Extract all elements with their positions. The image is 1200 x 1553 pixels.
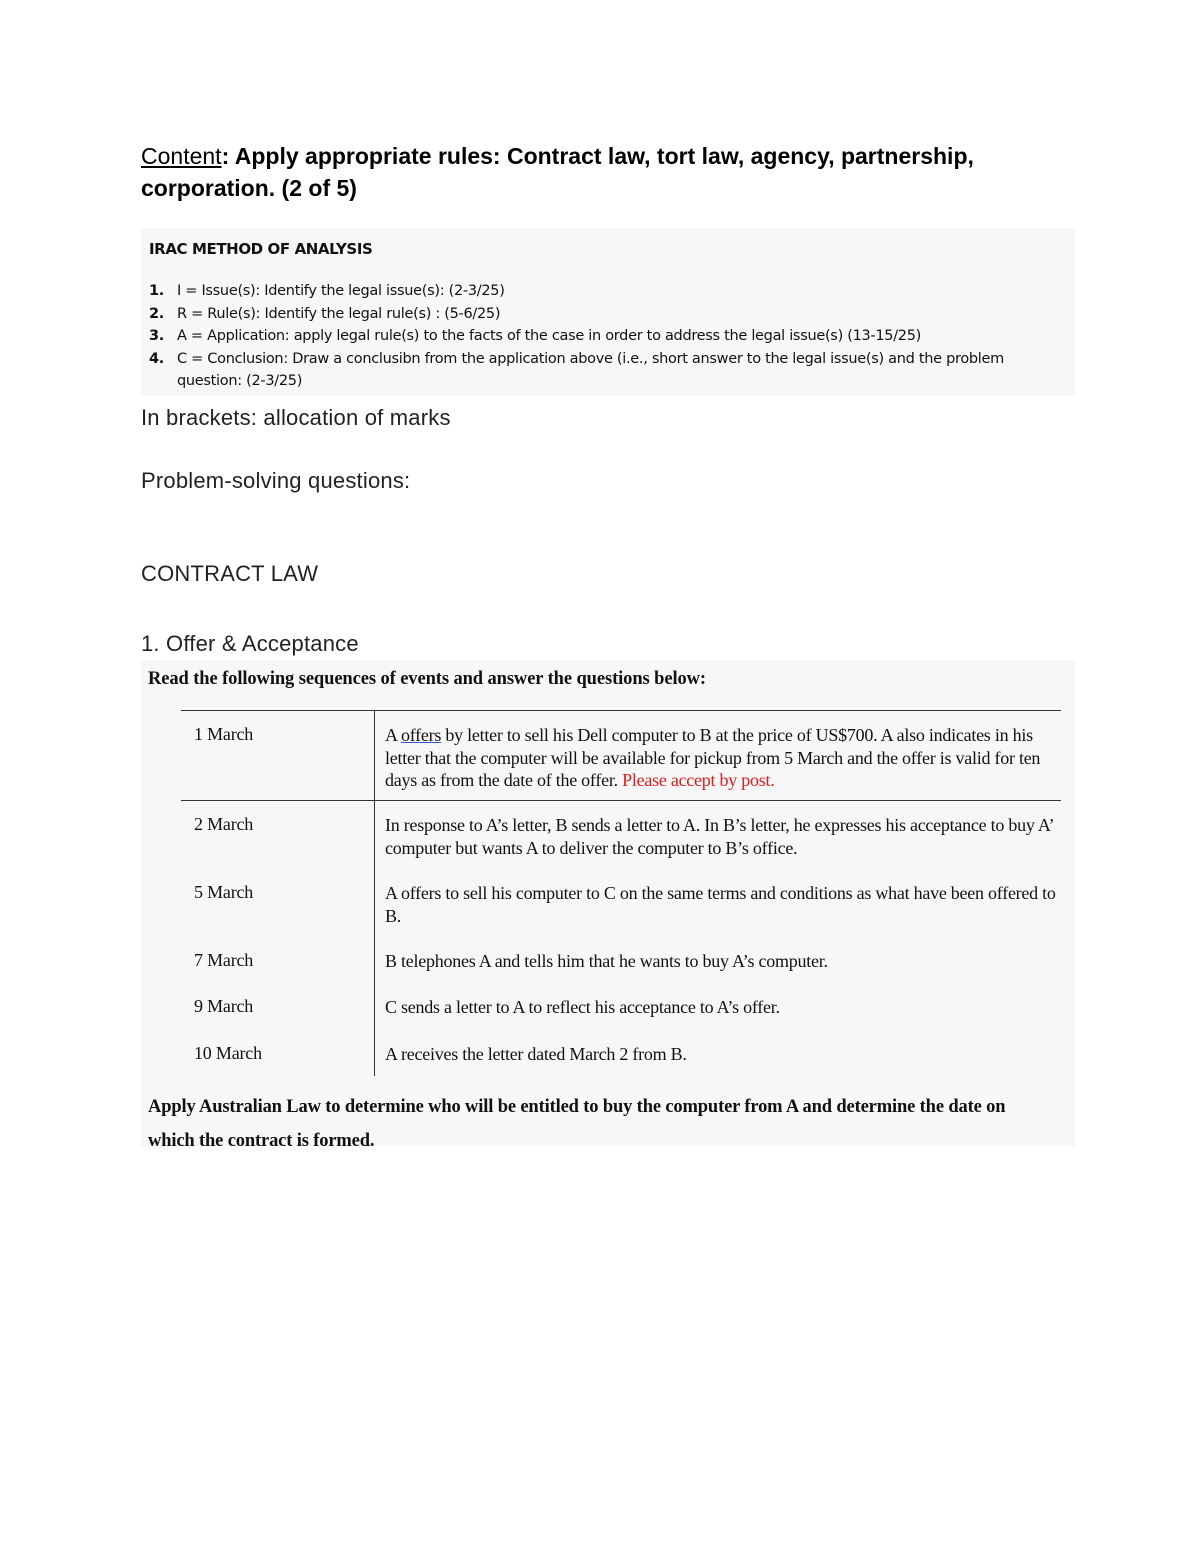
irac-item-text: C = Conclusion: Draw a conclusibn from the application above (i.e., short answer to the legal issue(s) and the problem question: (2-3/25) bbox=[177, 350, 1004, 389]
event-text-underlined: offers bbox=[401, 725, 442, 745]
section-title: CONTRACT LAW bbox=[141, 561, 319, 586]
event-date: 1 March bbox=[194, 724, 254, 744]
irac-item-text: I = Issue(s): Identify the legal issue(s): (2-3/25) bbox=[177, 283, 505, 299]
event-text: B telephones A and tells him that he wants to buy A’s computer. bbox=[385, 951, 828, 971]
task-box bbox=[141, 660, 1075, 1151]
event-text: In response to A’s letter, B sends a letter to A. In B’s letter, he expresses his acceptance to buy A’ computer but wants A to deliver the computer to B’s office. bbox=[385, 815, 1054, 858]
irac-item-text: A = Application: apply legal rule(s) to the facts of the case in order to address the legal issue(s) (13-15/25) bbox=[177, 328, 922, 344]
table-row-rule bbox=[181, 800, 1061, 801]
table-column-rule bbox=[374, 710, 375, 1076]
heading-line-1 bbox=[141, 140, 1041, 172]
irac-item-text: R = Rule(s): Identify the legal rule(s) : (5-6/25) bbox=[177, 305, 501, 322]
event-text: C sends a letter to A to reflect his acceptance to A’s offer. bbox=[385, 997, 780, 1017]
task-question: Apply Australian Law to determine who will be entitled to buy the computer from A and determine the date on which the contract is formed. bbox=[148, 1097, 1006, 1151]
irac-title: IRAC METHOD OF ANALYSIS bbox=[149, 240, 373, 258]
event-text-part: A bbox=[385, 725, 402, 745]
irac-item bbox=[149, 280, 1067, 303]
page-heading bbox=[141, 140, 1041, 204]
event-date: 7 March bbox=[194, 950, 254, 970]
event-date: 5 March bbox=[194, 882, 254, 902]
task-intro: Read the following sequences of events and answer the questions below: bbox=[148, 669, 706, 689]
irac-box bbox=[141, 228, 1075, 396]
irac-list bbox=[149, 280, 1067, 393]
event-text: A receives the letter dated March 2 from B. bbox=[385, 1044, 687, 1064]
heading-label: Content bbox=[141, 143, 222, 169]
irac-item bbox=[149, 325, 1067, 348]
problem-label: Problem-solving questions: bbox=[141, 468, 411, 493]
event-text-highlight: Please accept by post. bbox=[622, 770, 775, 790]
table-top-rule bbox=[181, 710, 1061, 711]
event-date: 9 March bbox=[194, 996, 254, 1016]
marks-note: In brackets: allocation of marks bbox=[141, 405, 451, 430]
event-date: 10 March bbox=[194, 1043, 262, 1063]
event-date: 2 March bbox=[194, 814, 254, 834]
irac-item bbox=[149, 303, 1067, 326]
irac-item-number: 3. bbox=[149, 328, 164, 344]
irac-item-number: 4. bbox=[149, 350, 164, 367]
heading-rest: : Apply appropriate rules: Contract law, tort law, agency, partnership, bbox=[221, 143, 974, 169]
irac-item-number: 2. bbox=[149, 305, 164, 322]
subsection-title: 1. Offer & Acceptance bbox=[141, 631, 359, 656]
heading-line-2: corporation. (2 of 5) bbox=[141, 175, 357, 201]
irac-item bbox=[149, 348, 1067, 393]
event-text-part: by letter to sell his Dell computer to B at the price of US$700. A also indicates in his letter that the computer will be available for pickup from 5 March and the offer is valid for ten days as from the date of the offer. bbox=[385, 725, 1041, 790]
event-text bbox=[385, 724, 1061, 792]
irac-item-number: 1. bbox=[149, 283, 164, 299]
event-text: A offers to sell his computer to C on the same terms and conditions as what have been offered to B. bbox=[385, 883, 1056, 926]
